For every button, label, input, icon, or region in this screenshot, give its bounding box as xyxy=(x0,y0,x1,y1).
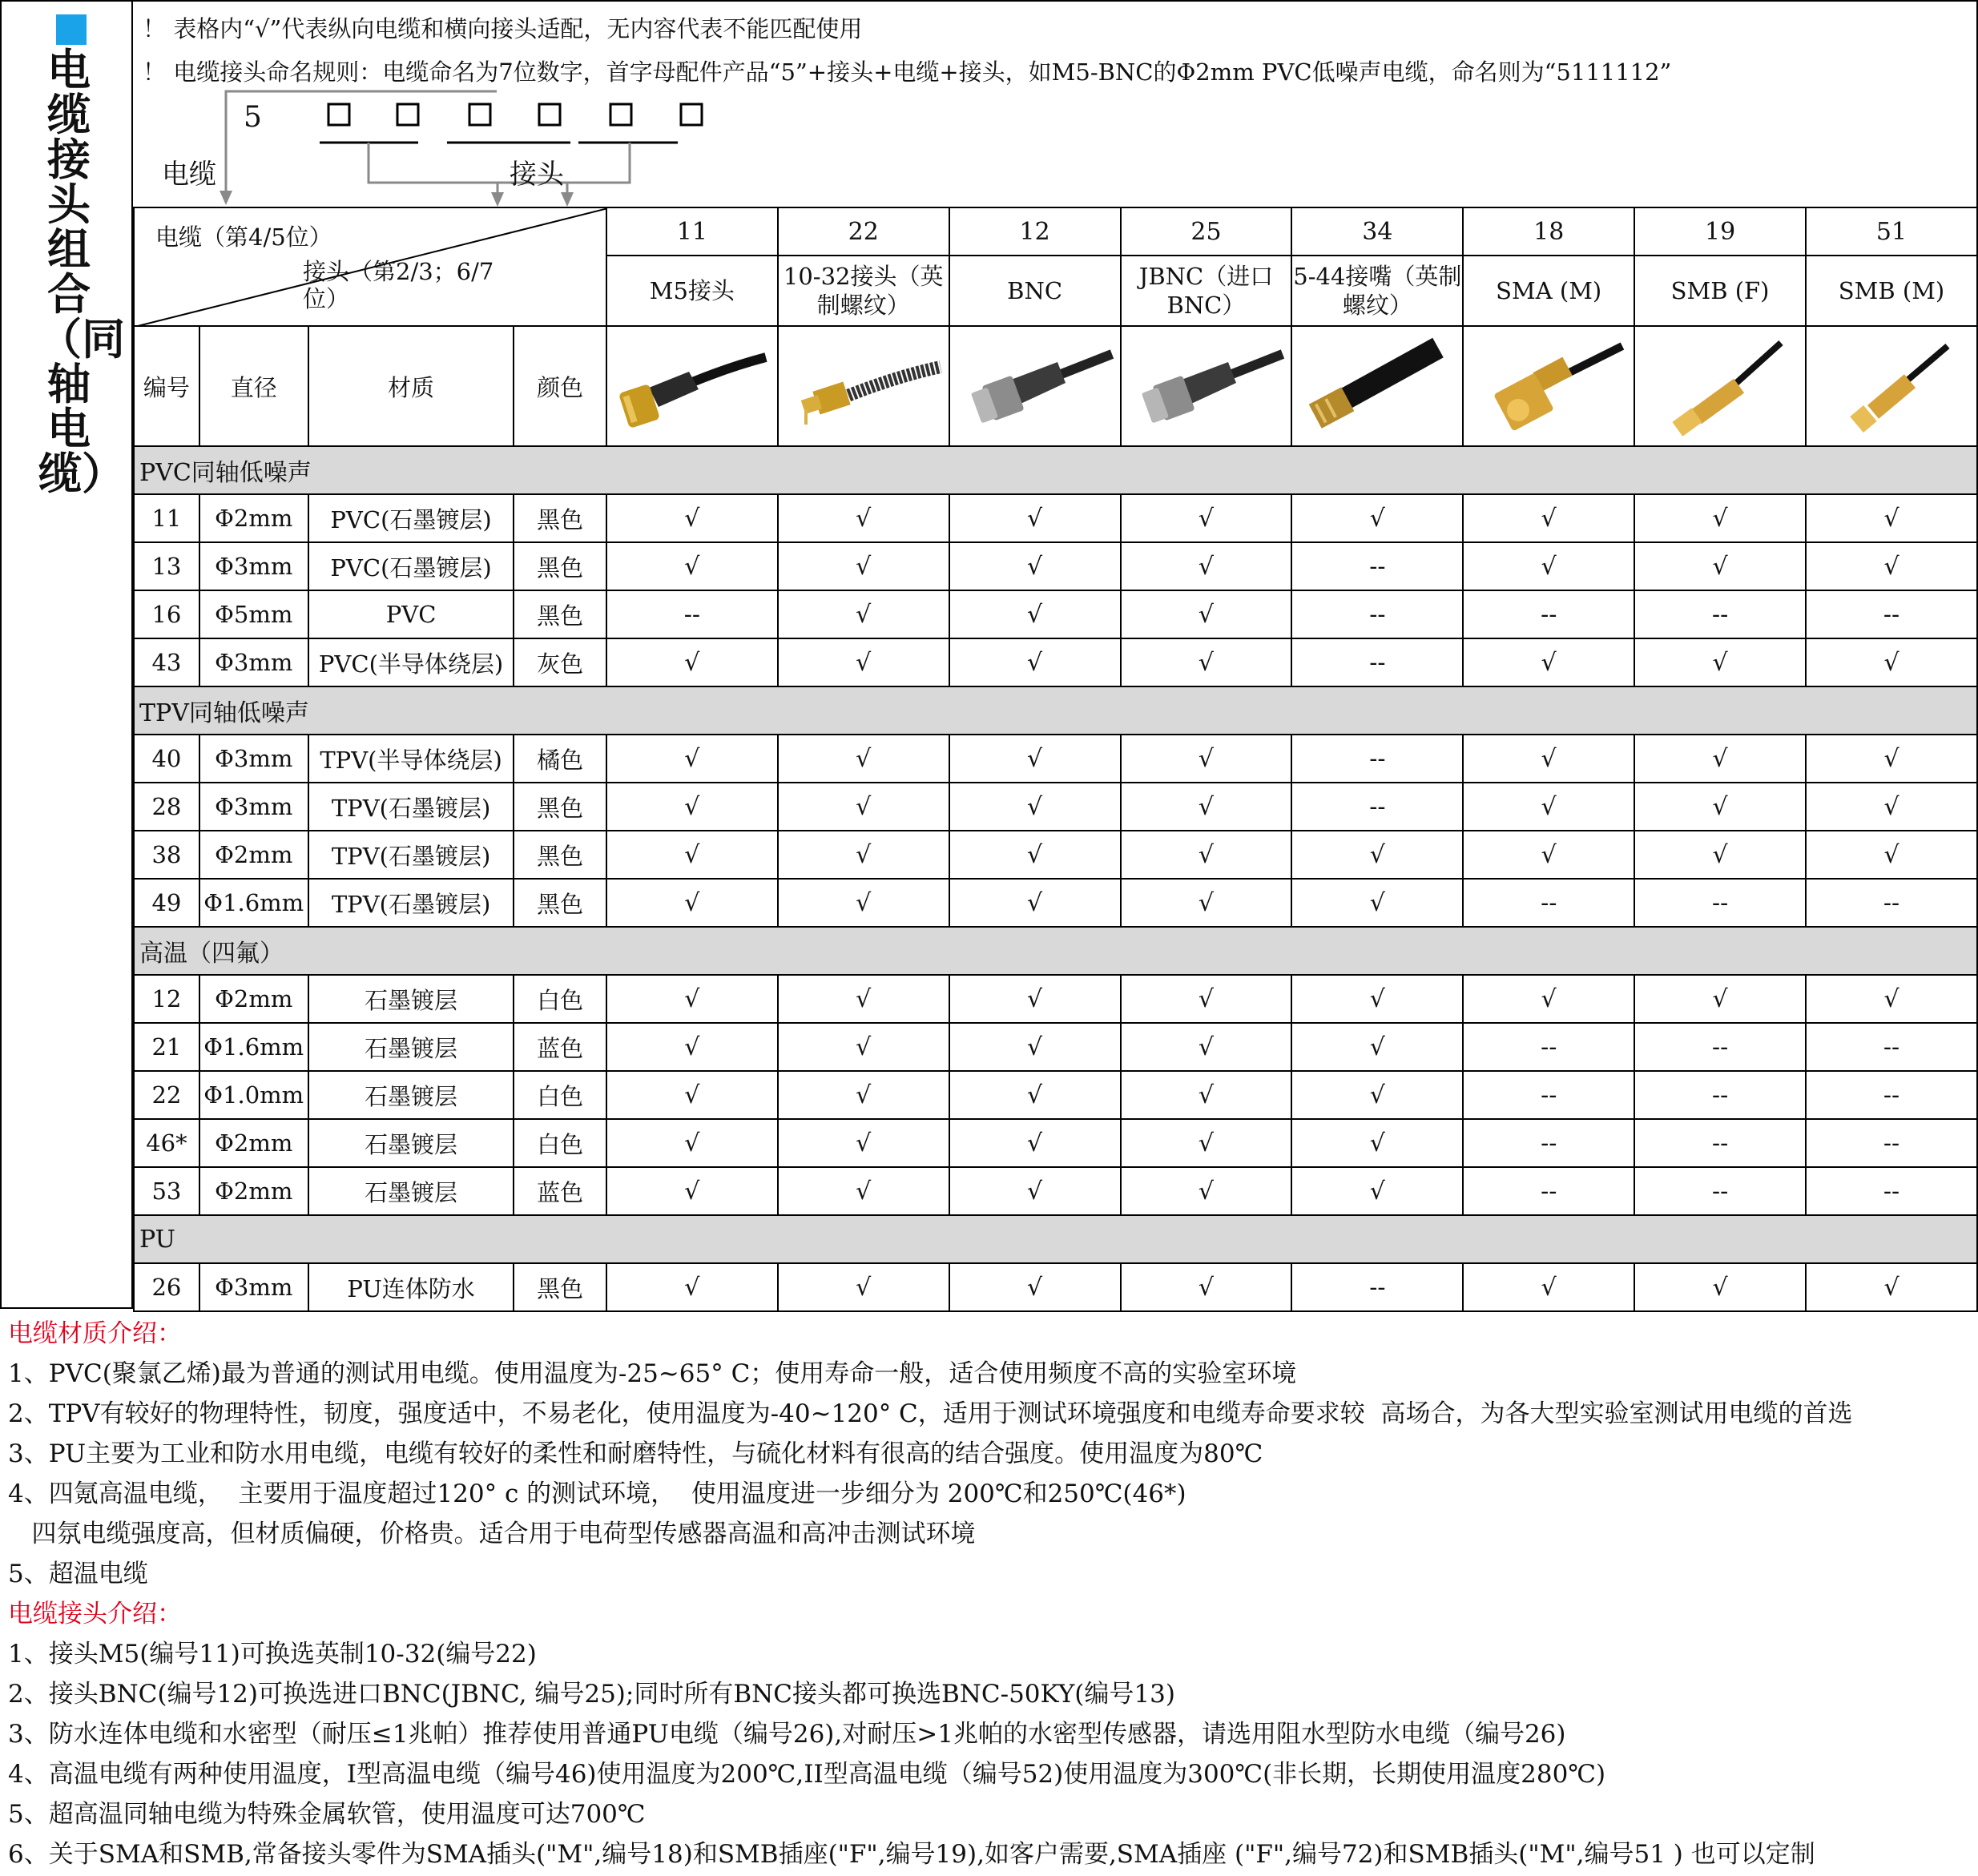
cable-number: 53 xyxy=(134,1167,199,1215)
cable-diameter: Φ2mm xyxy=(199,1167,308,1215)
compatibility-cell: √ xyxy=(1806,542,1977,590)
smb-f-connector-icon xyxy=(1634,326,1806,446)
left-title: 电缆接头组合（同轴电缆） xyxy=(38,45,125,499)
compatibility-cell: √ xyxy=(778,975,949,1023)
compatibility-cell: √ xyxy=(778,1071,949,1119)
connector-name: BNC xyxy=(949,256,1121,326)
compatibility-cell: √ xyxy=(949,1119,1121,1167)
table-row xyxy=(134,735,1977,783)
compatibility-cell: √ xyxy=(949,783,1121,831)
compatibility-cell: √ xyxy=(1463,831,1634,879)
compatibility-cell: -- xyxy=(1634,1071,1806,1119)
cable-number: 28 xyxy=(134,783,199,831)
compatibility-cell: √ xyxy=(1806,831,1977,879)
compatibility-cell: √ xyxy=(1121,1119,1292,1167)
compatibility-cell: √ xyxy=(778,831,949,879)
note-line: 3、PU主要为工业和防水用电缆，电缆有较好的柔性和耐磨特性，与硫化材料有很高的结合强度。使用温度为80℃ xyxy=(8,1439,1263,1468)
compatibility-cell: -- xyxy=(1634,1167,1806,1215)
group-label: TPV同轴低噪声 xyxy=(134,686,1977,735)
compatibility-cell: -- xyxy=(1291,783,1463,831)
group-label: PVC同轴低噪声 xyxy=(134,446,1977,494)
code-diagram-lines xyxy=(133,88,774,208)
compatibility-cell: √ xyxy=(778,638,949,686)
compatibility-cell: √ xyxy=(1291,879,1463,927)
jbnc-connector-icon xyxy=(1121,326,1292,446)
smb-m-connector-icon xyxy=(1806,326,1977,446)
cable-diameter: Φ1.6mm xyxy=(199,1023,308,1071)
column-header-number: 编号 xyxy=(134,326,199,446)
cable-diameter: Φ2mm xyxy=(199,1119,308,1167)
compatibility-cell: -- xyxy=(1806,1023,1977,1071)
cable-material: PVC(石墨镀层) xyxy=(308,494,514,542)
connector-code: 19 xyxy=(1634,207,1806,256)
cable-diameter: Φ5mm xyxy=(199,590,308,638)
compatibility-cell: √ xyxy=(1463,975,1634,1023)
compatibility-cell: -- xyxy=(1806,879,1977,927)
compatibility-cell: √ xyxy=(1291,975,1463,1023)
cable-material: PVC(石墨镀层) xyxy=(308,542,514,590)
compatibility-cell: -- xyxy=(1291,638,1463,686)
note-line: 4、高温电缆有两种使用温度，I型高温电缆（编号46)使用温度为200℃,II型高温电缆（编号52)使用温度为300℃(非长期，长期使用温度280℃) xyxy=(8,1760,1606,1789)
connector-code: 51 xyxy=(1806,207,1977,256)
cable-diameter: Φ2mm xyxy=(199,831,308,879)
cable-color: 黑色 xyxy=(514,831,606,879)
compatibility-cell: √ xyxy=(1121,542,1292,590)
compatibility-cell: √ xyxy=(1121,735,1292,783)
material-intro-heading: 电缆材质介绍： xyxy=(8,1319,182,1348)
table-row xyxy=(134,1071,1977,1119)
cable-number: 46* xyxy=(134,1119,199,1167)
compatibility-cell: √ xyxy=(778,1263,949,1311)
compatibility-cell: √ xyxy=(1463,1263,1634,1311)
compatibility-cell: -- xyxy=(1463,590,1634,638)
compatibility-cell: √ xyxy=(949,1071,1121,1119)
note-naming-rule: ！ 电缆接头命名规则：电缆命名为7位数字，首字母配件产品“5”+接头+电缆+接头，如M5-BNC的Φ2mm PVC低噪声电缆，命名则为“5111112” xyxy=(143,58,1672,86)
compatibility-cell: √ xyxy=(606,1119,778,1167)
cable-number: 11 xyxy=(134,494,199,542)
cable-material: TPV(石墨镀层) xyxy=(308,879,514,927)
compatibility-cell: √ xyxy=(606,735,778,783)
code-cable-label: 电缆 xyxy=(162,159,216,191)
compatibility-cell: -- xyxy=(1634,1119,1806,1167)
compatibility-cell: √ xyxy=(778,494,949,542)
code-connector-label: 接头 xyxy=(510,159,564,191)
cable-material: PVC xyxy=(308,590,514,638)
cable-number: 43 xyxy=(134,638,199,686)
header-connector-label: 接头（第2/3；6/7位） xyxy=(303,258,494,312)
cable-color: 白色 xyxy=(514,1119,606,1167)
compatibility-cell: √ xyxy=(1806,494,1977,542)
compatibility-cell: √ xyxy=(949,1263,1121,1311)
table-row xyxy=(134,1023,1977,1071)
group-label: PU xyxy=(134,1215,1977,1263)
cable-material: 石墨镀层 xyxy=(308,975,514,1023)
table-row xyxy=(134,831,1977,879)
cable-color: 黑色 xyxy=(514,590,606,638)
column-header-material: 材质 xyxy=(308,326,514,446)
note-line: 四氛电缆强度高，但材质偏硬，价格贵。适合用于电荷型传感器高温和高冲击测试环境 xyxy=(8,1520,976,1548)
cable-number: 40 xyxy=(134,735,199,783)
cable-material: PU连体防水 xyxy=(308,1263,514,1311)
compatibility-cell: √ xyxy=(1463,542,1634,590)
compatibility-cell: √ xyxy=(606,638,778,686)
connector-name: SMB (M) xyxy=(1806,256,1977,326)
compatibility-cell: √ xyxy=(778,783,949,831)
cable-material: 石墨镀层 xyxy=(308,1167,514,1215)
compatibility-cell: √ xyxy=(1463,638,1634,686)
sma-m-connector-icon xyxy=(1463,326,1634,446)
compatibility-cell: -- xyxy=(1806,1071,1977,1119)
compatibility-cell: √ xyxy=(1291,1167,1463,1215)
table-row xyxy=(134,542,1977,590)
compatibility-cell: √ xyxy=(1463,735,1634,783)
cable-color: 白色 xyxy=(514,1071,606,1119)
compatibility-cell: √ xyxy=(1121,879,1292,927)
compatibility-cell: -- xyxy=(606,590,778,638)
compatibility-cell: -- xyxy=(1463,1119,1634,1167)
compatibility-cell: √ xyxy=(1634,831,1806,879)
connector-name: SMB (F) xyxy=(1634,256,1806,326)
code-diagram xyxy=(133,88,774,208)
cable-number: 12 xyxy=(134,975,199,1023)
cable-diameter: Φ3mm xyxy=(199,735,308,783)
compatibility-cell: √ xyxy=(1806,638,1977,686)
compatibility-cell: √ xyxy=(606,879,778,927)
cable-material: 石墨镀层 xyxy=(308,1023,514,1071)
compatibility-cell: -- xyxy=(1634,590,1806,638)
compatibility-cell: √ xyxy=(1463,783,1634,831)
compatibility-cell: -- xyxy=(1463,1071,1634,1119)
compatibility-cell: -- xyxy=(1634,1023,1806,1071)
table-row xyxy=(134,879,1977,927)
cable-diameter: Φ2mm xyxy=(199,975,308,1023)
diagonal-header-cell xyxy=(134,207,606,326)
connector-intro-list xyxy=(8,1634,1971,1874)
note-line: 4、四氪高温电缆， 主要用于温度超过120° c 的测试环境， 使用温度进一步细分为 200℃和250℃(46*) xyxy=(8,1479,1186,1508)
compatibility-cell: √ xyxy=(1291,831,1463,879)
cable-diameter: Φ3mm xyxy=(199,542,308,590)
compatibility-cell: √ xyxy=(949,1167,1121,1215)
compatibility-cell: √ xyxy=(949,735,1121,783)
compatibility-cell: √ xyxy=(1634,1263,1806,1311)
compatibility-cell: -- xyxy=(1291,735,1463,783)
compatibility-table xyxy=(133,207,1978,1312)
compatibility-cell: √ xyxy=(949,1023,1121,1071)
connector-code: 18 xyxy=(1463,207,1634,256)
compatibility-cell: √ xyxy=(949,831,1121,879)
note-checkmark-meaning: ！ 表格内“√”代表纵向电缆和横向接头适配，无内容代表不能匹配使用 xyxy=(143,15,863,42)
table-row xyxy=(134,590,1977,638)
compatibility-cell: √ xyxy=(1634,735,1806,783)
table-row xyxy=(134,1263,1977,1311)
note-line: 2、接头BNC(编号12)可换选进口BNC(JBNC, 编号25);同时所有BNC接头都可换选BNC-50KY(编号13) xyxy=(8,1680,1175,1709)
compatibility-cell: -- xyxy=(1291,590,1463,638)
compatibility-cell: √ xyxy=(606,975,778,1023)
compatibility-cell: √ xyxy=(1634,638,1806,686)
cable-diameter: Φ2mm xyxy=(199,494,308,542)
compatibility-cell: √ xyxy=(778,1023,949,1071)
compatibility-cell: √ xyxy=(1121,1023,1292,1071)
compatibility-cell: √ xyxy=(1121,590,1292,638)
compatibility-cell: √ xyxy=(606,1023,778,1071)
compatibility-cell: √ xyxy=(606,831,778,879)
connector-code: 22 xyxy=(778,207,949,256)
cable-diameter: Φ3mm xyxy=(199,783,308,831)
column-header-color: 颜色 xyxy=(514,326,606,446)
cable-color: 白色 xyxy=(514,975,606,1023)
compatibility-cell: √ xyxy=(606,783,778,831)
table-row xyxy=(134,783,1977,831)
compatibility-cell: √ xyxy=(1806,975,1977,1023)
compatibility-cell: -- xyxy=(1291,542,1463,590)
bottom-notes xyxy=(8,1314,1971,1874)
compatibility-cell: √ xyxy=(606,542,778,590)
connector-name: 10-32接头（英制螺纹） xyxy=(778,256,949,326)
compatibility-cell: -- xyxy=(1463,1023,1634,1071)
cable-material: TPV(石墨镀层) xyxy=(308,831,514,879)
compatibility-cell: √ xyxy=(1121,975,1292,1023)
cable-diameter: Φ3mm xyxy=(199,638,308,686)
header-cable-label: 电缆（第4/5位） xyxy=(155,223,332,251)
cable-material: 石墨镀层 xyxy=(308,1071,514,1119)
compatibility-cell: √ xyxy=(949,542,1121,590)
compatibility-cell: √ xyxy=(606,1263,778,1311)
cable-diameter: Φ1.0mm xyxy=(199,1071,308,1119)
note-line: 5、超温电缆 xyxy=(8,1560,148,1588)
m5-connector-icon xyxy=(606,326,778,446)
group-row xyxy=(134,927,1977,975)
cable-material: 石墨镀层 xyxy=(308,1119,514,1167)
cable-number: 13 xyxy=(134,542,199,590)
cable-color: 黑色 xyxy=(514,1263,606,1311)
compatibility-cell: -- xyxy=(1291,1263,1463,1311)
group-label: 高温（四氟） xyxy=(134,927,1977,975)
cable-number: 16 xyxy=(134,590,199,638)
compatibility-cell: √ xyxy=(1634,542,1806,590)
cable-color: 黑色 xyxy=(514,879,606,927)
compatibility-cell: √ xyxy=(778,1119,949,1167)
compatibility-cell: -- xyxy=(1463,1167,1634,1215)
table-row xyxy=(134,494,1977,542)
compatibility-cell: √ xyxy=(778,542,949,590)
compatibility-cell: -- xyxy=(1806,590,1977,638)
compatibility-cell: -- xyxy=(1806,1119,1977,1167)
5-44-connector-icon xyxy=(1291,326,1463,446)
compatibility-cell: √ xyxy=(778,590,949,638)
note-line: 3、防水连体电缆和水密型（耐压≤1兆帕）推荐使用普通PU电缆（编号26),对耐压>1兆帕的水密型传感器，请选用阻水型防水电缆（编号26) xyxy=(8,1720,1566,1749)
compatibility-cell: √ xyxy=(949,879,1121,927)
cable-color: 橘色 xyxy=(514,735,606,783)
cable-number: 21 xyxy=(134,1023,199,1071)
compatibility-cell: √ xyxy=(1121,831,1292,879)
compatibility-cell: √ xyxy=(1463,494,1634,542)
compatibility-cell: √ xyxy=(1806,735,1977,783)
compatibility-cell: √ xyxy=(1121,638,1292,686)
compatibility-cell: -- xyxy=(1463,879,1634,927)
cable-color: 黑色 xyxy=(514,783,606,831)
compatibility-cell: √ xyxy=(1806,783,1977,831)
cable-color: 蓝色 xyxy=(514,1167,606,1215)
note-line: 5、超高温同轴电缆为特殊金属软管，使用温度可达700℃ xyxy=(8,1800,646,1829)
compatibility-cell: √ xyxy=(778,735,949,783)
cable-material: TPV(石墨镀层) xyxy=(308,783,514,831)
compatibility-cell: √ xyxy=(778,1167,949,1215)
compatibility-cell: √ xyxy=(1121,1071,1292,1119)
table-row xyxy=(134,1167,1977,1215)
table-row xyxy=(134,1119,1977,1167)
compatibility-cell: √ xyxy=(1634,975,1806,1023)
10-32-connector-icon xyxy=(778,326,949,446)
compatibility-cell: √ xyxy=(949,975,1121,1023)
instructions-area xyxy=(133,0,1978,207)
compatibility-cell: √ xyxy=(1121,494,1292,542)
compatibility-cell: √ xyxy=(1806,1263,1977,1311)
compatibility-cell: √ xyxy=(606,1071,778,1119)
compatibility-cell: √ xyxy=(949,590,1121,638)
compatibility-cell: √ xyxy=(949,638,1121,686)
cable-diameter: Φ1.6mm xyxy=(199,879,308,927)
cable-diameter: Φ3mm xyxy=(199,1263,308,1311)
column-header-diameter: 直径 xyxy=(199,326,308,446)
material-intro-list xyxy=(8,1354,1971,1594)
connector-name: M5接头 xyxy=(606,256,778,326)
connector-code: 12 xyxy=(949,207,1121,256)
cable-color: 灰色 xyxy=(514,638,606,686)
cable-color: 黑色 xyxy=(514,494,606,542)
table-row xyxy=(134,975,1977,1023)
cable-number: 22 xyxy=(134,1071,199,1119)
note-line: 2、TPV有较好的物理特性，韧度，强度适中，不易老化，使用温度为-40~120° C，适用于测试环境强度和电缆寿命要求较 高场合，为各大型实验室测试用电缆的首选 xyxy=(8,1399,1853,1428)
connector-name: JBNC（进口BNC） xyxy=(1121,256,1292,326)
group-row xyxy=(134,686,1977,735)
compatibility-cell: √ xyxy=(1291,494,1463,542)
compatibility-cell: √ xyxy=(1121,1263,1292,1311)
compatibility-cell: √ xyxy=(1634,783,1806,831)
note-line: 6、关于SMA和SMB,常备接头零件为SMA插头("M",编号18)和SMB插座("F",编号19),如客户需要,SMA插座 ("F",编号72)和SMB插头("M",编号51 ) 也可以定制 xyxy=(8,1840,1815,1869)
group-row xyxy=(134,446,1977,494)
compatibility-cell: √ xyxy=(1121,783,1292,831)
note-line: 1、接头M5(编号11)可换选英制10-32(编号22) xyxy=(8,1640,537,1669)
connector-name: SMA (M) xyxy=(1463,256,1634,326)
compatibility-cell: √ xyxy=(1121,1167,1292,1215)
cable-color: 蓝色 xyxy=(514,1023,606,1071)
note-line: 1、PVC(聚氯乙烯)最为普通的测试用电缆。使用温度为-25~65° C；使用寿命一般，适合使用频度不高的实验室环境 xyxy=(8,1359,1297,1388)
code-first-digit: 5 xyxy=(244,101,262,134)
cable-material: TPV(半导体绕层) xyxy=(308,735,514,783)
compatibility-cell: √ xyxy=(1291,1023,1463,1071)
compatibility-cell: -- xyxy=(1806,1167,1977,1215)
compatibility-cell: √ xyxy=(1291,1119,1463,1167)
compatibility-cell: √ xyxy=(778,879,949,927)
compatibility-cell: √ xyxy=(1291,1071,1463,1119)
compatibility-cell: √ xyxy=(606,1167,778,1215)
cable-material: PVC(半导体绕层) xyxy=(308,638,514,686)
table-row xyxy=(134,638,1977,686)
cable-number: 26 xyxy=(134,1263,199,1311)
cable-number: 49 xyxy=(134,879,199,927)
group-row xyxy=(134,1215,1977,1263)
compatibility-cell: √ xyxy=(1634,494,1806,542)
connector-code: 34 xyxy=(1291,207,1463,256)
connector-intro-heading: 电缆接头介绍： xyxy=(8,1600,182,1628)
left-title-column xyxy=(0,0,133,1309)
connector-code: 11 xyxy=(606,207,778,256)
connector-name: 5-44接嘴（英制螺纹） xyxy=(1291,256,1463,326)
cable-number: 38 xyxy=(134,831,199,879)
compatibility-cell: -- xyxy=(1634,879,1806,927)
compatibility-cell: √ xyxy=(606,494,778,542)
accent-square xyxy=(56,14,87,45)
cable-color: 黑色 xyxy=(514,542,606,590)
connector-code: 25 xyxy=(1121,207,1292,256)
compatibility-cell: √ xyxy=(949,494,1121,542)
bnc-connector-icon xyxy=(949,326,1121,446)
